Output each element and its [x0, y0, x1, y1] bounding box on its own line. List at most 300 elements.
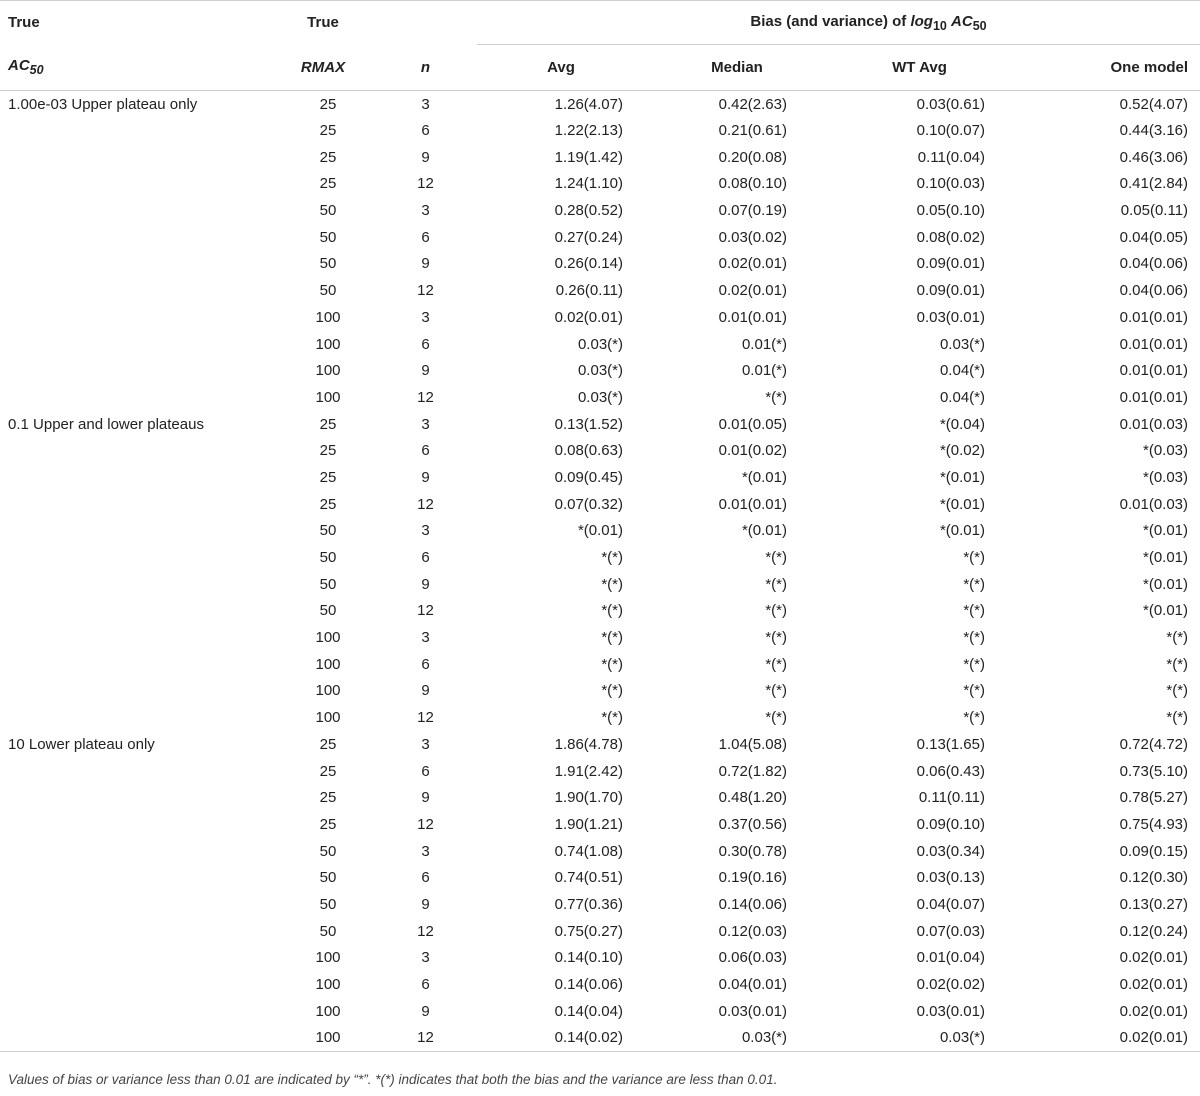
median-cell: 0.06(0.03): [718, 949, 787, 967]
rmax-cell: 25: [319, 148, 337, 166]
median-cell: 0.01(0.02): [718, 442, 787, 460]
n-cell: 9: [421, 255, 430, 273]
rmax-cell: 100: [315, 362, 341, 380]
wt-avg-cell: 0.04(*): [939, 388, 985, 406]
group-label: [0, 1025, 272, 1052]
table-row: [0, 731, 1200, 758]
one-model-cell: 0.12(0.30): [1119, 869, 1189, 887]
header-row-2: [0, 45, 1200, 91]
one-model-cell: 0.02(0.01): [1119, 976, 1189, 994]
n-cell: 6: [421, 122, 430, 140]
header-rmax: RMAX: [272, 45, 374, 91]
wt-avg-cell: *(*): [963, 549, 985, 567]
rmax-cell: 25: [319, 442, 337, 460]
avg-cell: 0.74(1.08): [554, 842, 623, 860]
wt-avg-cell: *(*): [963, 629, 985, 647]
wt-avg-cell: *(*): [963, 655, 985, 673]
n-cell: 3: [421, 949, 430, 967]
median-cell: *(*): [765, 655, 787, 673]
n-cell: 3: [421, 842, 430, 860]
wt-avg-cell: *(0.04): [939, 415, 985, 433]
median-cell: 0.01(*): [741, 362, 787, 380]
table-row: [0, 251, 1200, 278]
table-row: [0, 224, 1200, 251]
n-cell: 6: [421, 549, 430, 567]
table-footnote: Values of bias or variance less than 0.01 are indicated by “*”. *(*) indicates that both the bias and the variance are less than 0.01.: [8, 1072, 778, 1087]
avg-cell: 0.26(0.14): [554, 255, 623, 273]
rmax-cell: 100: [272, 1025, 374, 1052]
n-cell: 6: [421, 335, 430, 353]
n-cell: 6: [421, 976, 430, 994]
median-cell: 0.02(0.01): [718, 255, 787, 273]
n-cell: 3: [421, 629, 430, 647]
one-model-cell: *(*): [1166, 709, 1189, 727]
group-label: [0, 918, 272, 945]
n-cell: 6: [421, 869, 430, 887]
median-cell: 0.21(0.61): [718, 122, 787, 140]
group-label: [0, 811, 272, 838]
one-model-cell: *(0.01): [1143, 522, 1189, 540]
median-cell: *(0.01): [741, 468, 787, 486]
rmax-cell: 50: [319, 202, 337, 220]
wt-avg-cell: *(0.01): [939, 495, 985, 513]
avg-cell: 0.14(0.04): [554, 1002, 623, 1020]
wt-avg-cell: *(*): [963, 682, 985, 700]
avg-cell: *(*): [601, 629, 623, 647]
rmax-cell: 25: [319, 468, 337, 486]
group-label: 1.00e-03 Upper plateau only: [8, 95, 198, 113]
avg-cell: 1.26(4.07): [554, 95, 623, 113]
header-row-1: [0, 1, 1200, 45]
table-row: [0, 678, 1200, 705]
rmax-cell: 25: [319, 95, 337, 113]
group-label: [0, 277, 272, 304]
wt-avg-cell: *(0.02): [939, 442, 985, 460]
median-cell: 0.03(*): [645, 1025, 829, 1052]
rmax-cell: 25: [319, 175, 337, 193]
n-cell: 12: [417, 815, 434, 833]
n-cell: 12: [374, 1025, 477, 1052]
one-model-cell: 0.13(0.27): [1119, 895, 1189, 913]
table-row: [0, 411, 1200, 438]
one-model-cell: 0.02(0.01): [1119, 949, 1189, 967]
table-row: [0, 1025, 1200, 1052]
n-cell: 9: [421, 682, 430, 700]
median-cell: 0.03(0.01): [718, 1002, 787, 1020]
avg-cell: 1.90(1.70): [554, 789, 623, 807]
group-label: [0, 197, 272, 224]
table-row: [0, 838, 1200, 865]
table-row: [0, 758, 1200, 785]
group-label: [0, 571, 272, 598]
median-cell: 0.04(0.01): [718, 976, 787, 994]
median-cell: *(*): [765, 549, 787, 567]
one-model-cell: 0.01(0.03): [1119, 415, 1189, 433]
avg-cell: *(*): [601, 682, 623, 700]
table-row: [0, 197, 1200, 224]
header-bias-variance: [477, 1, 1200, 45]
median-cell: 0.42(2.63): [718, 95, 787, 113]
one-model-cell: 0.01(0.01): [1119, 362, 1189, 380]
n-cell: 3: [421, 415, 430, 433]
median-cell: 0.02(0.01): [718, 282, 787, 300]
n-cell: 3: [421, 202, 430, 220]
table-row: [0, 704, 1200, 731]
table-row: [0, 811, 1200, 838]
one-model-cell: 0.02(0.01): [1119, 1002, 1189, 1020]
table-row: [0, 864, 1200, 891]
group-label: [0, 491, 272, 518]
avg-cell: *(*): [601, 549, 623, 567]
header-ac50-text: AC: [8, 57, 30, 75]
rmax-cell: 100: [315, 308, 341, 326]
rmax-cell: 100: [315, 1002, 341, 1020]
avg-cell: *(0.01): [577, 522, 623, 540]
one-model-cell: 0.02(0.01): [1010, 1025, 1200, 1052]
rmax-cell: 50: [319, 522, 337, 540]
table-row: [0, 945, 1200, 972]
rmax-cell: 100: [315, 629, 341, 647]
group-label: [0, 598, 272, 625]
avg-cell: 0.03(*): [577, 362, 623, 380]
one-model-cell: *(*): [1166, 655, 1189, 673]
median-cell: 0.01(0.01): [718, 495, 787, 513]
n-cell: 12: [417, 922, 434, 940]
wt-avg-cell: 0.03(*): [939, 335, 985, 353]
median-cell: *(*): [765, 629, 787, 647]
wt-avg-cell: 0.02(0.02): [916, 976, 985, 994]
header-bias-ac-sub: 50: [972, 18, 987, 33]
one-model-cell: *(0.01): [1143, 602, 1189, 620]
median-cell: 0.14(0.06): [718, 895, 787, 913]
rmax-cell: 100: [315, 655, 341, 673]
avg-cell: 1.91(2.42): [554, 762, 623, 780]
header-bias-prefix: Bias (and variance) of: [750, 12, 911, 30]
group-label: [0, 437, 272, 464]
group-label: [0, 117, 272, 144]
table-row: [0, 998, 1200, 1025]
avg-cell: 0.77(0.36): [554, 895, 623, 913]
header-true-ac50: True: [0, 1, 272, 45]
one-model-cell: 0.12(0.24): [1119, 922, 1189, 940]
table-header: [0, 1, 1200, 91]
n-cell: 6: [421, 655, 430, 673]
median-cell: 0.01(*): [741, 335, 787, 353]
rmax-cell: 100: [315, 949, 341, 967]
wt-avg-cell: 0.03(0.34): [916, 842, 985, 860]
wt-avg-cell: 0.05(0.10): [916, 202, 985, 220]
header-bias-ac: AC: [951, 12, 973, 30]
rmax-cell: 50: [319, 255, 337, 273]
group-label: [0, 144, 272, 171]
median-cell: 0.12(0.03): [718, 922, 787, 940]
n-cell: 12: [417, 282, 434, 300]
wt-avg-cell: 0.11(0.11): [918, 789, 985, 807]
table-row: [0, 598, 1200, 625]
wt-avg-cell: 0.01(0.04): [916, 949, 985, 967]
n-cell: 6: [421, 442, 430, 460]
avg-cell: 0.26(0.11): [555, 282, 623, 300]
n-cell: 6: [421, 762, 430, 780]
table-row: [0, 571, 1200, 598]
table-row: [0, 784, 1200, 811]
rmax-cell: 25: [319, 415, 337, 433]
rmax-cell: 25: [319, 762, 337, 780]
one-model-cell: 0.04(0.05): [1119, 228, 1189, 246]
header-median: Median: [645, 45, 829, 91]
avg-cell: *(*): [601, 575, 623, 593]
median-cell: 0.08(0.10): [718, 175, 787, 193]
n-cell: 6: [421, 228, 430, 246]
avg-cell: 1.19(1.42): [554, 148, 623, 166]
header-bias-log: log: [910, 12, 933, 30]
group-label: [0, 838, 272, 865]
one-model-cell: *(0.03): [1143, 468, 1189, 486]
group-label: [0, 304, 272, 331]
one-model-cell: *(0.01): [1143, 575, 1189, 593]
wt-avg-cell: 0.04(0.07): [916, 895, 985, 913]
header-avg: Avg: [477, 45, 645, 91]
n-cell: 9: [421, 362, 430, 380]
group-label: [0, 464, 272, 491]
n-cell: 3: [421, 522, 430, 540]
group-label: [0, 945, 272, 972]
avg-cell: 0.09(0.45): [554, 468, 623, 486]
n-cell: 12: [417, 495, 434, 513]
median-cell: 0.03(0.02): [718, 228, 787, 246]
group-label: [0, 331, 272, 358]
group-label: [0, 704, 272, 731]
wt-avg-cell: 0.09(0.01): [916, 255, 985, 273]
one-model-cell: 0.09(0.15): [1119, 842, 1189, 860]
table-row: [0, 918, 1200, 945]
n-cell: 3: [421, 735, 430, 753]
table-row: [0, 144, 1200, 171]
avg-cell: *(*): [601, 602, 623, 620]
table-row: [0, 544, 1200, 571]
group-label: [0, 384, 272, 411]
rmax-cell: 25: [319, 789, 337, 807]
one-model-cell: 0.04(0.06): [1119, 255, 1189, 273]
rmax-cell: 100: [315, 388, 341, 406]
one-model-cell: *(*): [1166, 629, 1189, 647]
median-cell: 0.37(0.56): [718, 815, 787, 833]
header-wt-avg: WT Avg: [829, 45, 1010, 91]
median-cell: *(0.01): [741, 522, 787, 540]
group-label: [0, 891, 272, 918]
n-cell: 9: [421, 575, 430, 593]
group-label: 10 Lower plateau only: [8, 735, 155, 753]
wt-avg-cell: 0.11(0.04): [917, 148, 985, 166]
avg-cell: 0.74(0.51): [554, 869, 623, 887]
rmax-cell: 50: [319, 895, 337, 913]
avg-cell: 1.86(4.78): [554, 735, 623, 753]
avg-cell: 0.08(0.63): [554, 442, 623, 460]
median-cell: 0.72(1.82): [718, 762, 787, 780]
one-model-cell: 0.05(0.11): [1120, 202, 1189, 220]
wt-avg-cell: 0.09(0.01): [916, 282, 985, 300]
median-cell: *(*): [765, 602, 787, 620]
rmax-cell: 100: [315, 335, 341, 353]
n-cell: 12: [417, 709, 434, 727]
rmax-cell: 50: [319, 282, 337, 300]
group-label: [0, 864, 272, 891]
one-model-cell: 0.52(4.07): [1119, 95, 1189, 113]
rmax-cell: 25: [319, 495, 337, 513]
n-cell: 9: [421, 148, 430, 166]
rmax-cell: 50: [319, 602, 337, 620]
avg-cell: *(*): [601, 655, 623, 673]
median-cell: 0.48(1.20): [718, 789, 787, 807]
one-model-cell: 0.04(0.06): [1119, 282, 1189, 300]
table-row: [0, 117, 1200, 144]
n-cell: 12: [417, 175, 434, 193]
avg-cell: 0.13(1.52): [554, 415, 623, 433]
group-label: [0, 624, 272, 651]
one-model-cell: 0.44(3.16): [1119, 122, 1189, 140]
avg-cell: 0.03(*): [577, 335, 623, 353]
median-cell: 0.20(0.08): [718, 148, 787, 166]
rmax-cell: 50: [319, 228, 337, 246]
group-label: [0, 784, 272, 811]
header-one-model: One model: [1010, 45, 1200, 91]
group-label: [0, 971, 272, 998]
one-model-cell: 0.75(4.93): [1119, 815, 1189, 833]
table-row: [0, 491, 1200, 518]
one-model-cell: 0.78(5.27): [1119, 789, 1189, 807]
n-cell: 3: [421, 95, 430, 113]
avg-cell: *(*): [601, 709, 623, 727]
rmax-cell: 50: [319, 842, 337, 860]
n-cell: 9: [421, 468, 430, 486]
wt-avg-cell: 0.10(0.07): [916, 122, 985, 140]
one-model-cell: *(0.03): [1143, 442, 1189, 460]
rmax-cell: 25: [319, 735, 337, 753]
rmax-cell: 25: [319, 815, 337, 833]
median-cell: 0.01(0.01): [718, 308, 787, 326]
one-model-cell: 0.46(3.06): [1119, 148, 1189, 166]
median-cell: *(*): [765, 575, 787, 593]
avg-cell: 0.03(*): [577, 388, 623, 406]
one-model-cell: 0.73(5.10): [1119, 762, 1189, 780]
header-ac50: [0, 45, 272, 91]
group-label: [0, 651, 272, 678]
n-cell: 9: [421, 895, 430, 913]
avg-cell: 0.14(0.06): [554, 976, 623, 994]
wt-avg-cell: 0.03(*): [829, 1025, 1010, 1052]
wt-avg-cell: 0.03(0.13): [916, 869, 985, 887]
table-row: [0, 331, 1200, 358]
table-row: [0, 384, 1200, 411]
group-label: [0, 998, 272, 1025]
table-row: [0, 304, 1200, 331]
table-row: [0, 891, 1200, 918]
avg-cell: 1.24(1.10): [554, 175, 623, 193]
header-n: n: [374, 45, 477, 91]
median-cell: *(*): [765, 709, 787, 727]
wt-avg-cell: 0.10(0.03): [916, 175, 985, 193]
n-cell: 3: [421, 308, 430, 326]
median-cell: *(*): [765, 388, 787, 406]
table-row: [0, 971, 1200, 998]
wt-avg-cell: 0.09(0.10): [916, 815, 985, 833]
wt-avg-cell: *(*): [963, 575, 985, 593]
avg-cell: 1.22(2.13): [554, 122, 623, 140]
one-model-cell: 0.01(0.01): [1119, 335, 1189, 353]
group-label: [0, 518, 272, 545]
wt-avg-cell: *(0.01): [939, 522, 985, 540]
wt-avg-cell: 0.13(1.65): [916, 735, 985, 753]
avg-cell: 0.14(0.10): [554, 949, 623, 967]
median-cell: *(*): [765, 682, 787, 700]
one-model-cell: 0.41(2.84): [1119, 175, 1189, 193]
group-label: 0.1 Upper and lower plateaus: [8, 415, 204, 433]
avg-cell: 0.14(0.02): [477, 1025, 645, 1052]
table-row: [0, 277, 1200, 304]
wt-avg-cell: 0.03(0.01): [916, 308, 985, 326]
wt-avg-cell: *(0.01): [939, 468, 985, 486]
table-row: [0, 357, 1200, 384]
group-label: [0, 758, 272, 785]
n-cell: 9: [421, 1002, 430, 1020]
wt-avg-cell: *(*): [963, 709, 985, 727]
median-cell: 0.19(0.16): [718, 869, 787, 887]
one-model-cell: 0.01(0.01): [1119, 388, 1189, 406]
table-row: [0, 464, 1200, 491]
table-row: [0, 651, 1200, 678]
one-model-cell: 0.01(0.03): [1119, 495, 1189, 513]
rmax-cell: 100: [315, 682, 341, 700]
one-model-cell: 0.72(4.72): [1119, 735, 1189, 753]
wt-avg-cell: 0.04(*): [939, 362, 985, 380]
one-model-cell: *(*): [1166, 682, 1189, 700]
header-bias-log-sub: 10: [932, 18, 947, 33]
wt-avg-cell: 0.06(0.43): [916, 762, 985, 780]
header-ac50-sub: 50: [29, 63, 44, 78]
one-model-cell: 0.01(0.01): [1119, 308, 1189, 326]
header-true-rmax: True: [272, 1, 374, 45]
median-cell: 1.04(5.08): [718, 735, 787, 753]
table-row: [0, 624, 1200, 651]
n-cell: 12: [417, 388, 434, 406]
median-cell: 0.07(0.19): [718, 202, 787, 220]
wt-avg-cell: 0.07(0.03): [916, 922, 985, 940]
rmax-cell: 100: [315, 709, 341, 727]
avg-cell: 1.90(1.21): [554, 815, 623, 833]
median-cell: 0.30(0.78): [718, 842, 787, 860]
avg-cell: 0.28(0.52): [554, 202, 623, 220]
wt-avg-cell: *(*): [963, 602, 985, 620]
wt-avg-cell: 0.03(0.01): [916, 1002, 985, 1020]
table-row: [0, 518, 1200, 545]
median-cell: 0.01(0.05): [718, 415, 787, 433]
group-label: [0, 224, 272, 251]
rmax-cell: 50: [319, 575, 337, 593]
group-label: [0, 544, 272, 571]
group-label: [0, 251, 272, 278]
group-label: [0, 678, 272, 705]
avg-cell: 0.02(0.01): [554, 308, 623, 326]
group-label: [0, 171, 272, 198]
rmax-cell: 50: [319, 549, 337, 567]
rmax-cell: 50: [319, 922, 337, 940]
wt-avg-cell: 0.08(0.02): [916, 228, 985, 246]
header-blank: [374, 1, 477, 45]
avg-cell: 0.07(0.32): [554, 495, 623, 513]
rmax-cell: 25: [319, 122, 337, 140]
avg-cell: 0.27(0.24): [554, 228, 623, 246]
one-model-cell: *(0.01): [1143, 549, 1189, 567]
